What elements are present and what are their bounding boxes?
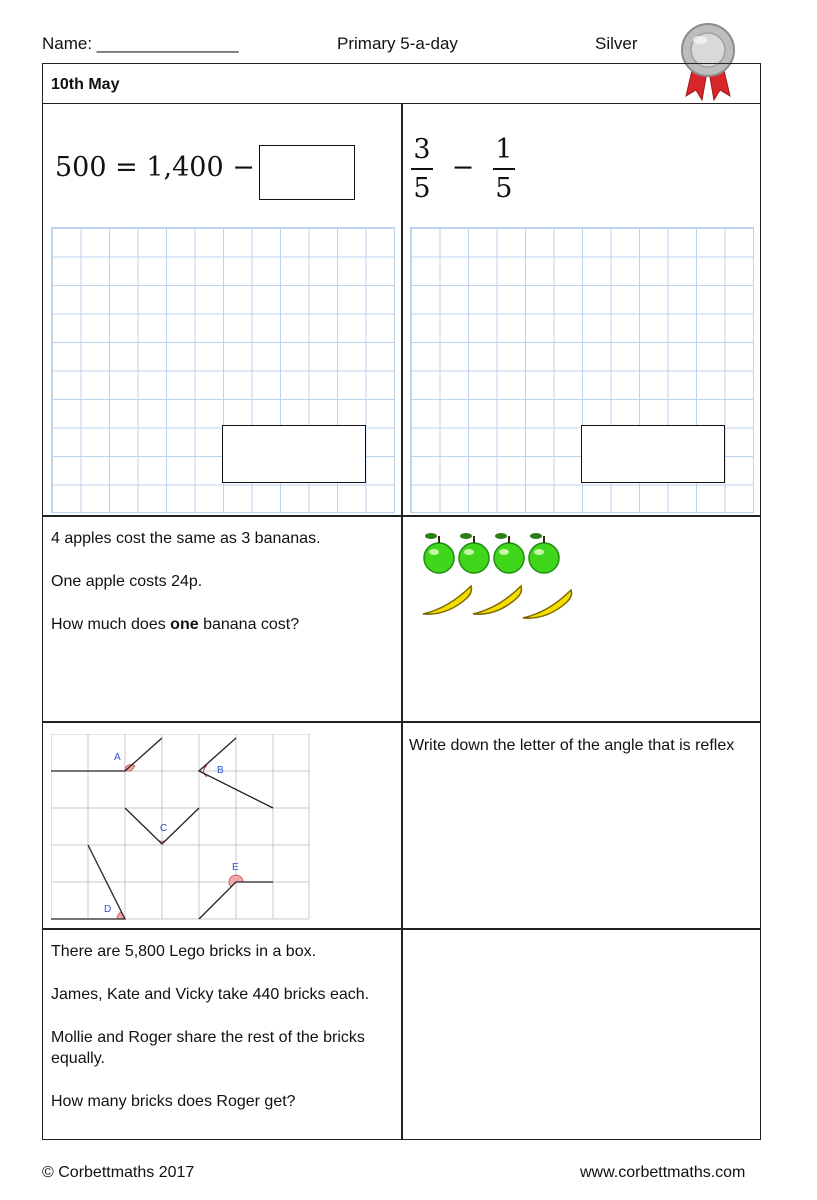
fraction-b-numerator: 1 — [495, 134, 513, 165]
emphasis-word: one — [170, 616, 199, 633]
fruit-illustration — [409, 522, 589, 622]
fraction-b — [493, 134, 515, 204]
worksheet-table — [42, 63, 761, 1140]
angles-diagram — [51, 734, 313, 920]
angle-label-d: D — [104, 904, 112, 915]
question-3-line-2: One apple costs 24p. — [51, 573, 203, 590]
answer-box[interactable] — [222, 425, 366, 483]
question-4-prompt: Write down the letter of the angle that is reflex — [409, 737, 735, 754]
question-2-cell — [403, 104, 760, 515]
question-5-line-3: Mollie and Roger share the rest of the bricks equally. — [51, 1029, 365, 1067]
level-label: Silver — [595, 34, 638, 53]
row-divider — [43, 928, 760, 930]
angle-label-c: C — [160, 823, 168, 834]
website-link[interactable]: www.corbettmaths.com — [580, 1164, 746, 1181]
minus-sign: − — [451, 152, 475, 184]
banana-icon — [473, 586, 522, 614]
equation-text: 500 = 1,400 − — [55, 152, 255, 183]
angle-label-a: A — [114, 752, 121, 763]
banana-icon — [423, 586, 472, 614]
row-divider — [43, 515, 760, 517]
question-5-line-1: There are 5,800 Lego bricks in a box. — [51, 943, 317, 960]
missing-number-box[interactable] — [259, 145, 355, 200]
question-3-line-3: How much does one banana cost? — [51, 616, 300, 633]
apple-icon — [494, 533, 524, 573]
question-3-text — [51, 528, 391, 657]
name-field-label: Name: _______________ — [42, 34, 239, 53]
apple-icon — [529, 533, 559, 573]
question-5-text — [51, 941, 371, 1134]
banana-icon — [523, 590, 572, 618]
worksheet-title: Primary 5-a-day — [337, 34, 458, 53]
answer-box[interactable] — [581, 425, 725, 483]
angle-label-e: E — [232, 862, 239, 873]
apple-icon — [459, 533, 489, 573]
angle-label-b: B — [217, 765, 224, 776]
date-row: 10th May — [43, 64, 760, 104]
fraction-a-denominator: 5 — [413, 172, 431, 204]
question-1-cell — [43, 104, 401, 515]
fraction-a-numerator: 3 — [413, 134, 431, 165]
row-divider — [43, 721, 760, 723]
question-3-line-1: 4 apples cost the same as 3 bananas. — [51, 530, 321, 547]
fraction-a — [411, 134, 433, 204]
question-5-line-4: How many bricks does Roger get? — [51, 1093, 296, 1110]
fraction-b-denominator: 5 — [495, 172, 513, 204]
apple-icon — [424, 533, 454, 573]
copyright-text: © Corbettmaths 2017 — [42, 1164, 195, 1181]
fraction-expression — [411, 134, 515, 204]
question-5-line-2: James, Kate and Vicky take 440 bricks each. — [51, 986, 370, 1003]
